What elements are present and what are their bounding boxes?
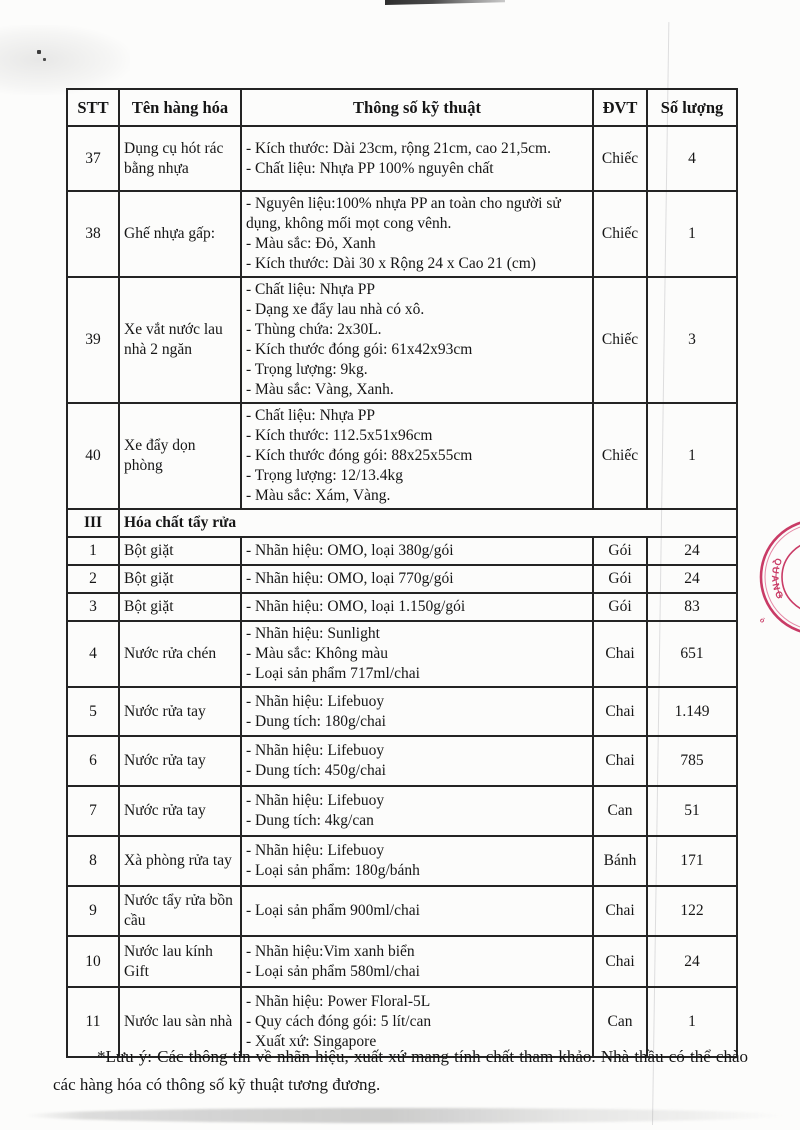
cell-item-name: Bột giặt	[119, 565, 241, 593]
spec-line: - Nhãn hiệu: Sunlight	[246, 625, 380, 642]
cell-specs	[241, 621, 593, 687]
table-row	[67, 886, 737, 936]
items-table	[66, 88, 738, 1058]
spec-line: - Chất liệu: Nhựa PP	[246, 281, 375, 298]
cell-specs	[241, 126, 593, 191]
cell-specs	[241, 886, 593, 936]
table-row	[67, 786, 737, 836]
cell-unit: Chai	[593, 886, 647, 936]
table-row	[67, 687, 737, 736]
cell-item-name: Nước lau kính Gift	[119, 936, 241, 987]
table-row	[67, 736, 737, 786]
spec-line: - Nguyên liệu:100% nhựa PP an toàn cho người sử dụng, không mối mọt cong vênh.	[246, 195, 561, 232]
cell-unit: Chiếc	[593, 191, 647, 277]
cell-item-name: Nước lau sàn nhà	[119, 987, 241, 1057]
cell-stt: 2	[67, 565, 119, 593]
spec-line: - Quy cách đóng gói: 5 lít/can	[246, 1013, 432, 1030]
cell-item-name: Bột giặt	[119, 593, 241, 621]
cell-unit: Gói	[593, 565, 647, 593]
cell-stt: 9	[67, 886, 119, 936]
cell-item-name: Ghế nhựa gấp:	[119, 191, 241, 277]
col-header-unit: ĐVT	[593, 89, 647, 126]
spec-line: - Kích thước đóng gói: 88x25x55cm	[246, 447, 473, 464]
scan-artifact-top-bar	[385, 0, 505, 5]
cell-quantity: 1.149	[647, 687, 737, 736]
cell-quantity: 171	[647, 836, 737, 886]
red-stamp	[750, 512, 800, 644]
table-row	[67, 565, 737, 593]
scan-artifact-dot	[43, 58, 46, 61]
cell-specs	[241, 593, 593, 621]
spec-line: - Màu sắc: Xám, Vàng.	[246, 487, 391, 504]
cell-stt: 5	[67, 687, 119, 736]
stamp-text: QUANG	[768, 556, 786, 603]
cell-unit: Gói	[593, 593, 647, 621]
cell-item-name: Nước tẩy rửa bồn cầu	[119, 886, 241, 936]
table-row	[67, 126, 737, 191]
cell-quantity: 83	[647, 593, 737, 621]
cell-stt: 11	[67, 987, 119, 1057]
table-row	[67, 277, 737, 403]
cell-quantity: 51	[647, 786, 737, 836]
spec-line: - Nhãn hiệu: OMO, loại 380g/gói	[246, 542, 454, 559]
cell-unit: Bánh	[593, 836, 647, 886]
scan-artifact-smudge	[0, 25, 130, 95]
spec-line: - Kích thước đóng gói: 61x42x93cm	[246, 341, 473, 358]
cell-specs	[241, 277, 593, 403]
cell-unit: Can	[593, 987, 647, 1057]
col-header-stt: STT	[67, 89, 119, 126]
col-header-specs: Thông số kỹ thuật	[241, 89, 593, 126]
cell-specs	[241, 836, 593, 886]
spec-line: - Nhãn hiệu: OMO, loại 770g/gói	[246, 570, 454, 587]
scan-artifact-bottom-streak	[25, 1108, 785, 1123]
table-row	[67, 537, 737, 565]
cell-specs	[241, 736, 593, 786]
spec-line: - Trọng lượng: 12/13.4kg	[246, 467, 403, 484]
cell-specs	[241, 191, 593, 277]
cell-stt: 7	[67, 786, 119, 836]
cell-item-name: Xà phòng rửa tay	[119, 836, 241, 886]
cell-item-name: Nước rửa chén	[119, 621, 241, 687]
stamp-stray-mark: ỏ	[758, 616, 766, 625]
spec-line: - Dung tích: 450g/chai	[246, 762, 386, 779]
cell-quantity: 122	[647, 886, 737, 936]
spec-line: - Nhãn hiệu:Vim xanh biển	[246, 942, 415, 960]
cell-stt: 3	[67, 593, 119, 621]
cell-unit: Can	[593, 786, 647, 836]
svg-text:QUANG	[769, 556, 786, 602]
cell-stt: 10	[67, 936, 119, 987]
spec-line: - Xuất xứ: Singapore	[246, 1033, 377, 1050]
cell-item-name: Dụng cụ hót rác bằng nhựa	[119, 126, 241, 191]
spec-line: - Nhãn hiệu: OMO, loại 1.150g/gói	[246, 598, 466, 615]
cell-unit: Chai	[593, 936, 647, 987]
spec-line: - Loại sản phẩm: 180g/bánh	[246, 862, 420, 879]
cell-stt: 38	[67, 191, 119, 277]
cell-quantity: 1	[647, 987, 737, 1057]
cell-specs	[241, 786, 593, 836]
cell-stt: 37	[67, 126, 119, 191]
spec-line: - Dung tích: 4kg/can	[246, 812, 374, 829]
cell-item-name: Nước rửa tay	[119, 687, 241, 736]
cell-unit: Chiếc	[593, 403, 647, 509]
spec-line: - Nhãn hiệu: Lifebuoy	[246, 792, 385, 809]
table-row	[67, 593, 737, 621]
spec-line: - Màu sắc: Vàng, Xanh.	[246, 381, 394, 398]
cell-quantity: 3	[647, 277, 737, 403]
scan-artifact-dot	[37, 50, 41, 54]
cell-quantity: 24	[647, 565, 737, 593]
spec-line: - Dung tích: 180g/chai	[246, 712, 386, 730]
cell-quantity: 651	[647, 621, 737, 687]
spec-line: - Màu sắc: Đỏ, Xanh	[246, 235, 376, 252]
table-row	[67, 403, 737, 509]
spec-line: - Loại sản phẩm 900ml/chai	[246, 902, 420, 919]
cell-unit: Chai	[593, 687, 647, 736]
cell-quantity: 1	[647, 403, 737, 509]
cell-specs	[241, 537, 593, 565]
cell-specs	[241, 403, 593, 509]
spec-line: - Kích thước: Dài 30 x Rộng 24 x Cao 21 (cm)	[246, 255, 536, 272]
cell-item-name: Xe đẩy dọn phòng	[119, 403, 241, 509]
spec-line: - Nhãn hiệu: Lifebuoy	[246, 692, 385, 710]
table-row	[67, 621, 737, 687]
cell-item-name: Xe vắt nước lau nhà 2 ngăn	[119, 277, 241, 403]
cell-specs	[241, 687, 593, 736]
cell-stt: 1	[67, 537, 119, 565]
spec-line: - Thùng chứa: 2x30L.	[246, 321, 382, 338]
cell-item-name: Nước rửa tay	[119, 736, 241, 786]
spec-line: - Loại sản phẩm 580ml/chai	[246, 962, 420, 980]
table-row	[67, 191, 737, 277]
section-header-row	[67, 509, 737, 537]
cell-quantity: 4	[647, 126, 737, 191]
cell-unit: Chiếc	[593, 277, 647, 403]
cell-quantity: 24	[647, 936, 737, 987]
section-number: III	[67, 509, 119, 537]
table-header-row	[67, 89, 737, 126]
cell-unit: Chai	[593, 736, 647, 786]
section-title: Hóa chất tẩy rửa	[119, 509, 737, 537]
cell-unit: Gói	[593, 537, 647, 565]
footnote: *Lưu ý: Các thông tin về nhãn hiệu, xuất xứ mang tính chất tham khảo. Nhà thầu có thể chào các hàng hóa có thông số kỹ thuật tương đương.	[53, 1047, 748, 1094]
spec-line: - Kích thước: 112.5x51x96cm	[246, 427, 433, 444]
spec-line: - Chất liệu: Nhựa PP	[246, 407, 375, 424]
cell-unit: Chiếc	[593, 126, 647, 191]
spec-line: - Kích thước: Dài 23cm, rộng 21cm, cao 21,5cm.	[246, 139, 551, 157]
red-stamp-graphic	[750, 512, 800, 644]
cell-specs	[241, 936, 593, 987]
cell-item-name: Nước rửa tay	[119, 786, 241, 836]
cell-stt: 39	[67, 277, 119, 403]
spec-line: - Nhãn hiệu: Lifebuoy	[246, 842, 385, 859]
spec-line: - Nhãn hiệu: Power Floral-5L	[246, 993, 431, 1010]
spec-line: - Nhãn hiệu: Lifebuoy	[246, 742, 385, 759]
cell-quantity: 24	[647, 537, 737, 565]
table-row	[67, 836, 737, 886]
col-header-item-name: Tên hàng hóa	[119, 89, 241, 126]
col-header-quantity: Số lượng	[647, 89, 737, 126]
spec-line: - Dạng xe đẩy lau nhà có xô.	[246, 301, 425, 318]
table-row	[67, 936, 737, 987]
cell-stt: 6	[67, 736, 119, 786]
cell-stt: 4	[67, 621, 119, 687]
cell-item-name: Bột giặt	[119, 537, 241, 565]
spec-line: - Chất liệu: Nhựa PP 100% nguyên chất	[246, 159, 494, 177]
cell-unit: Chai	[593, 621, 647, 687]
cell-stt: 8	[67, 836, 119, 886]
cell-specs	[241, 565, 593, 593]
spec-line: - Loại sản phẩm 717ml/chai	[246, 665, 420, 682]
spec-line: - Màu sắc: Không màu	[246, 645, 389, 662]
spec-line: - Trọng lượng: 9kg.	[246, 361, 368, 378]
cell-quantity: 785	[647, 736, 737, 786]
cell-stt: 40	[67, 403, 119, 509]
cell-quantity: 1	[647, 191, 737, 277]
